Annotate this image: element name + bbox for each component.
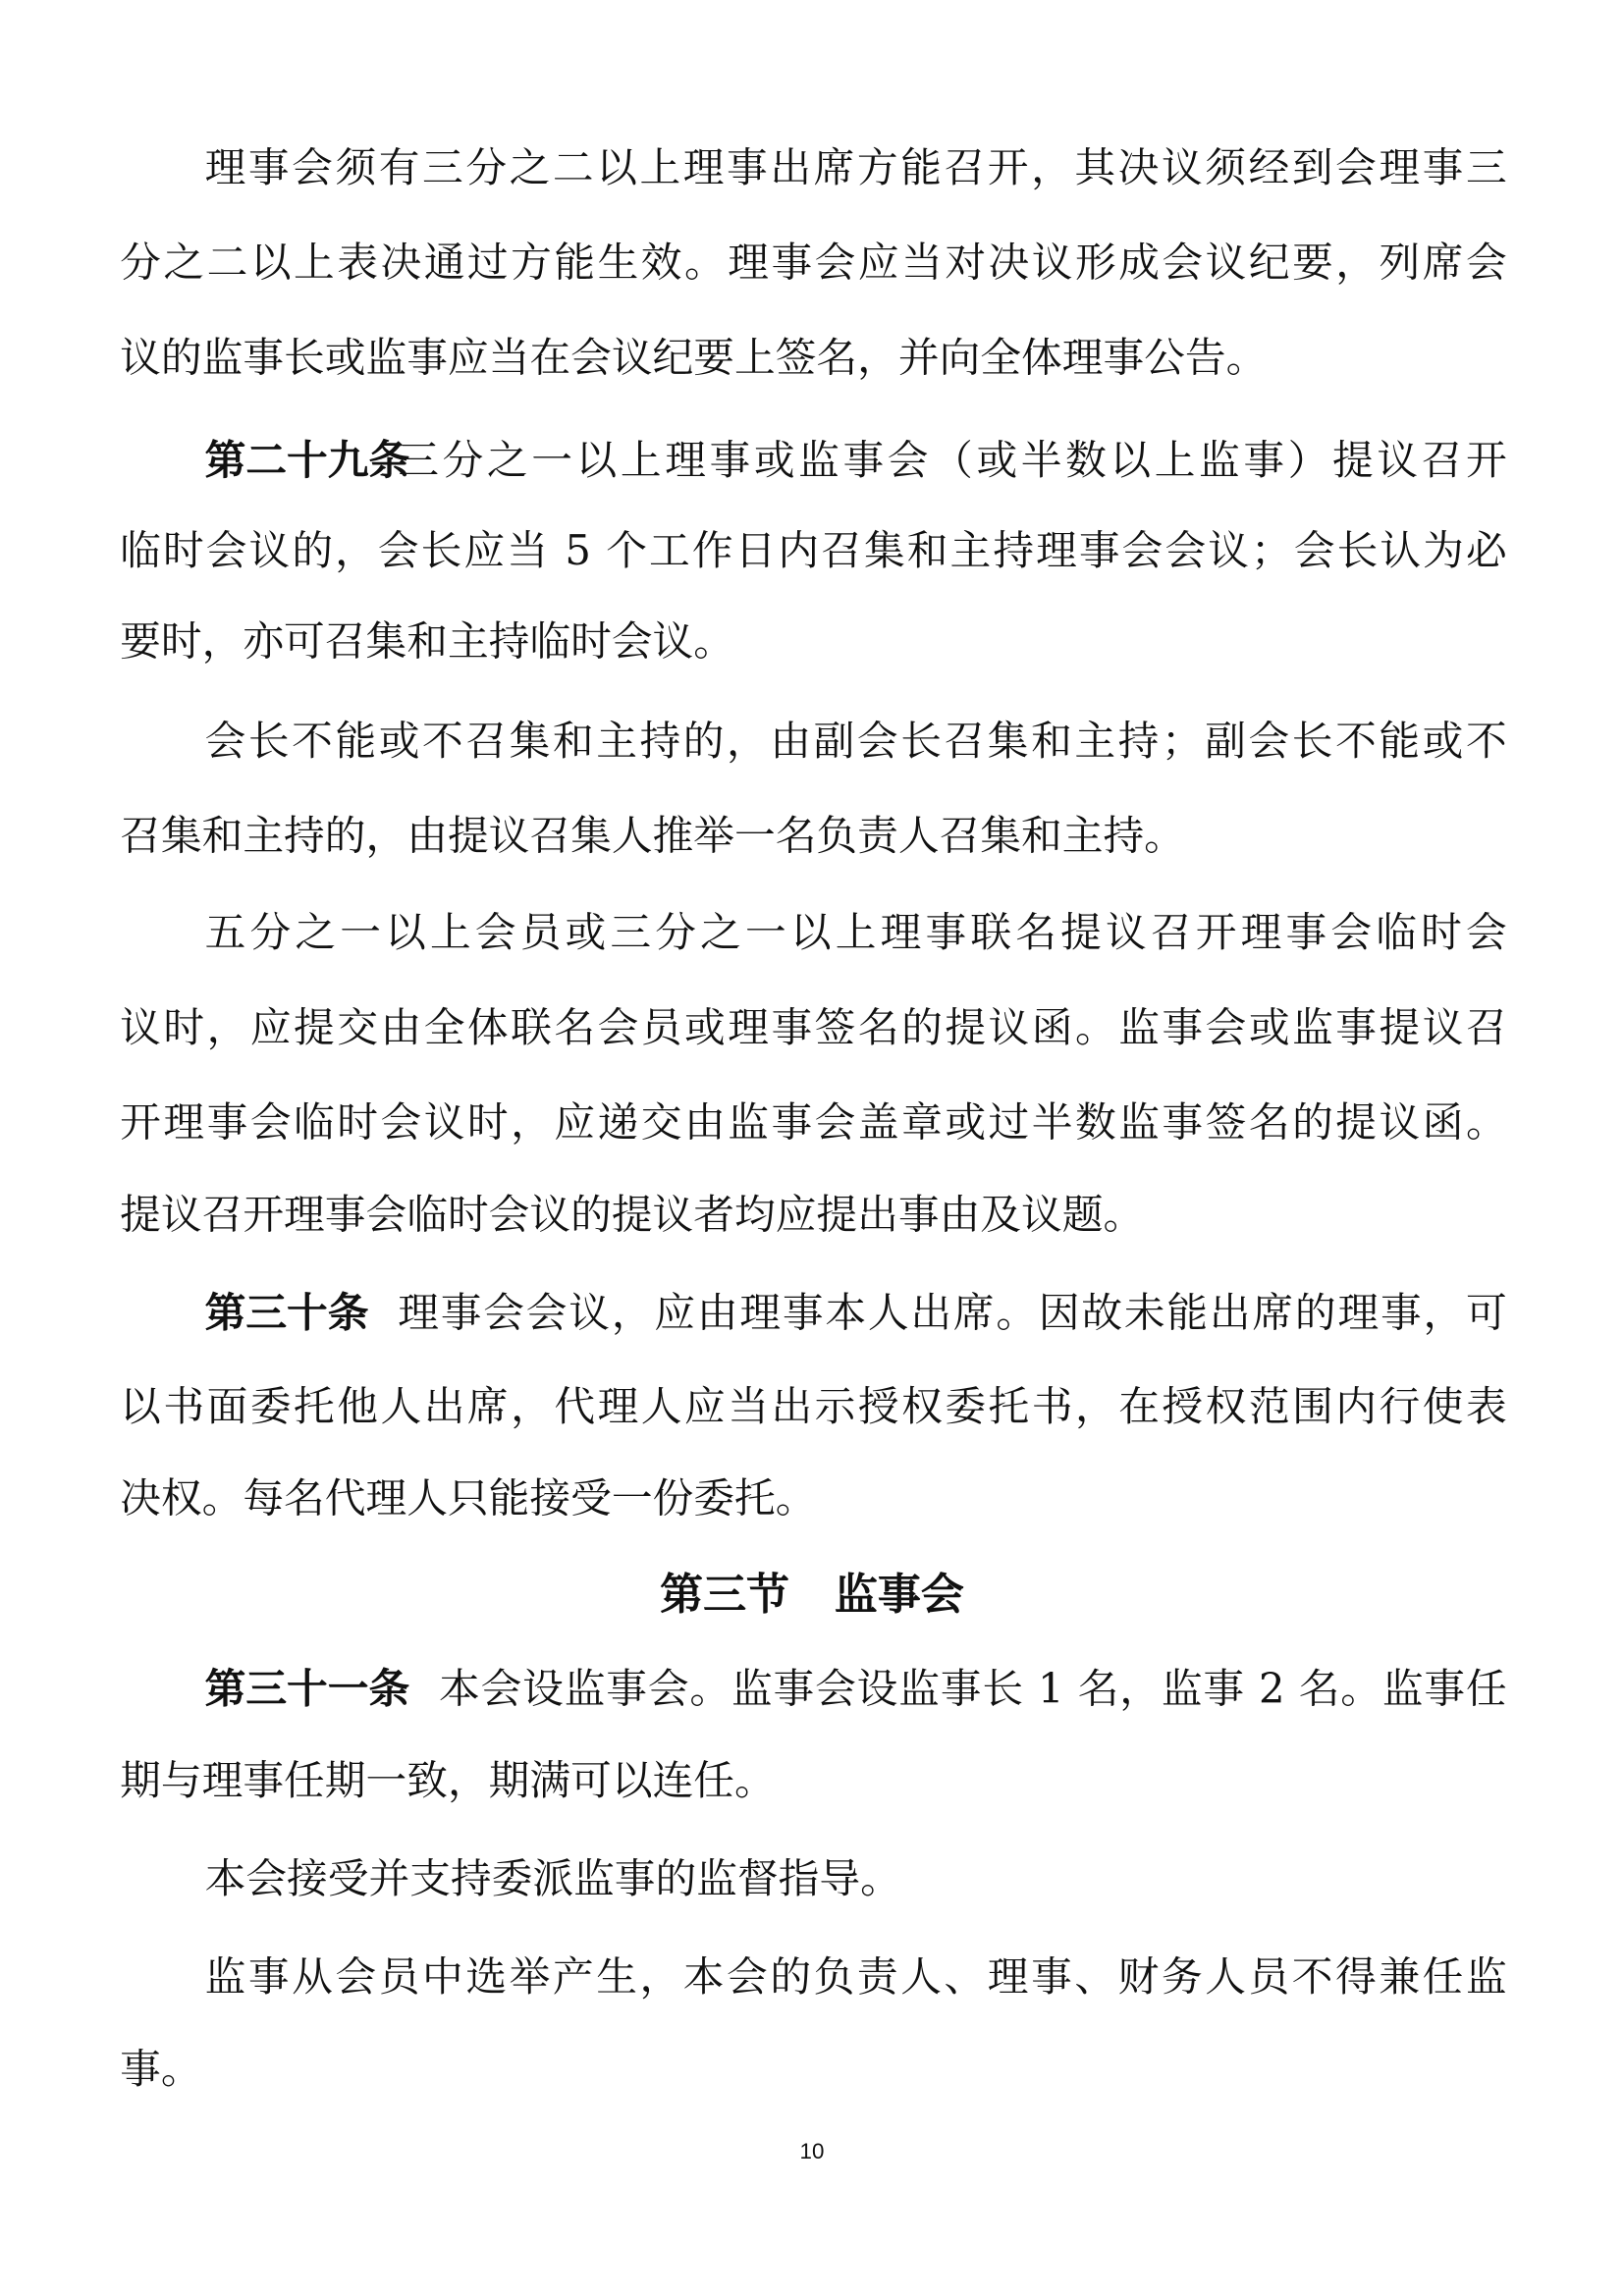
text-line: 本会设监事会。监事会设监事长 1 名，监事 2 名。监事任 (439, 1664, 1507, 1713)
page-number: 10 (799, 2139, 825, 2165)
text-line: 本会接受并支持委派监事的监督指导。 (204, 1854, 901, 1903)
text-line: 议的监事长或监事应当在会议纪要上签名，并向全体理事公告。 (120, 333, 1268, 382)
article-label: 第三十条 (204, 1288, 369, 1337)
text-line: 事。 (120, 2045, 202, 2094)
text-line: 决权。每名代理人只能接受一份委托。 (120, 1473, 817, 1523)
text-line: 理事会须有三分之二以上理事出席方能召开，其决议须经到会理事三 (204, 143, 1507, 192)
text-line: 监事从会员中选举产生，本会的负责人、理事、财务人员不得兼任监 (204, 1952, 1507, 2002)
article-label: 第二十九条 (204, 436, 410, 485)
text-line: 五分之一以上会员或三分之一以上理事联名提议召开理事会临时会 (204, 908, 1507, 957)
text-line: 提议召开理事会临时会议的提议者均应提出事由及议题。 (120, 1190, 1145, 1240)
text-line: 分之二以上表决通过方能生效。理事会应当对决议形成会议纪要，列席会 (120, 238, 1507, 288)
text-line: 召集和主持的，由提议召集人推举一名负责人召集和主持。 (120, 811, 1185, 861)
text-line: 议时，应提交由全体联名会员或理事签名的提议函。监事会或监事提议召 (120, 1003, 1507, 1052)
text-line: 临时会议的，会长应当 5 个工作日内召集和主持理事会会议；会长认为必 (120, 526, 1507, 575)
text-line: 会长不能或不召集和主持的，由副会长召集和主持；副会长不能或不 (204, 717, 1507, 766)
article-label: 第三十一条 (204, 1664, 410, 1713)
text-line: 要时，亦可召集和主持临时会议。 (120, 616, 735, 666)
section-heading: 第三节 监事会 (660, 1569, 964, 1620)
text-line: 以书面委托他人出席，代理人应当出示授权委托书，在授权范围内行使表 (120, 1382, 1507, 1431)
text-line: 理事会会议，应由理事本人出席。因故未能出席的理事，可 (398, 1288, 1507, 1337)
text-line: 三分之一以上理事或监事会（或半数以上监事）提议召开 (398, 436, 1507, 485)
text-line: 开理事会临时会议时，应递交由监事会盖章或过半数监事签名的提议函。 (120, 1097, 1507, 1148)
text-line: 期与理事任期一致，期满可以连任。 (120, 1756, 776, 1805)
